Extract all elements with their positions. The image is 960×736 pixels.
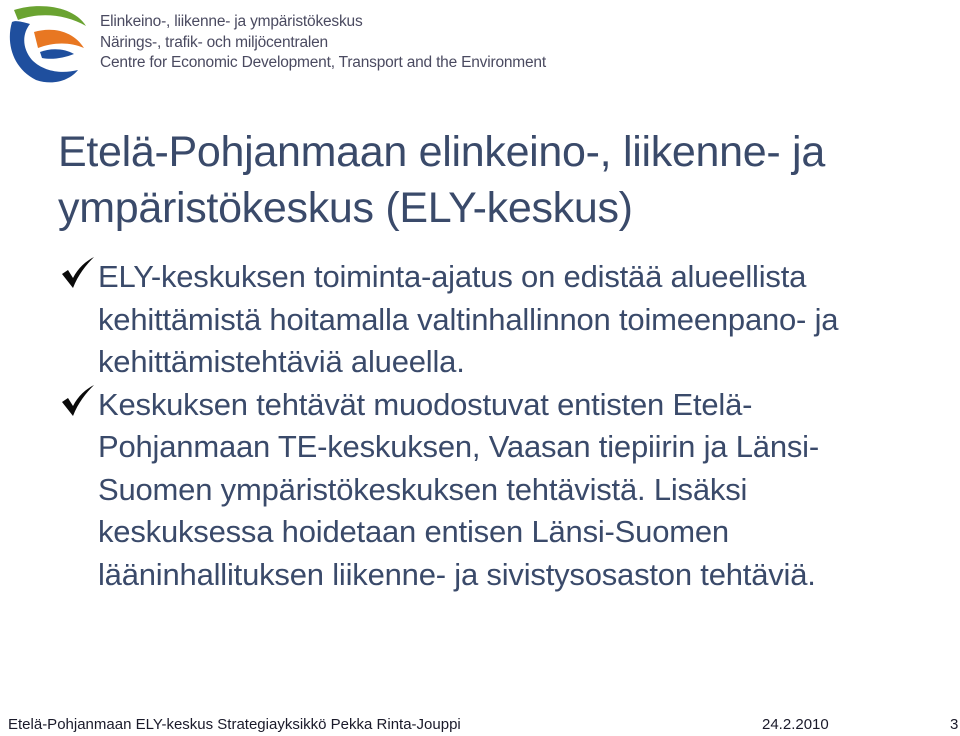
footer-text: Etelä-Pohjanmaan ELY-keskus Strategiayksikkö Pekka Rinta-Jouppi [8,716,461,733]
page-number: 3 [950,716,959,733]
bullet-text: Keskuksen tehtävät muodostuvat entisten Etelä-Pohjanmaan TE-keskuksen, Vaasan tiepiirin ja Länsi-Suomen ympäristökeskuksen tehtävistä. Lisäksi keskuksessa hoidetaan entisen Länsi-Suomen lääninhallituksen liikenne- ja sivistysosaston tehtäviä. [98,386,819,592]
checkmark-icon [58,256,96,290]
ely-logo [4,2,88,84]
org-name-en: Centre for Economic Development, Transport and the Environment [100,54,546,71]
org-name-fi: Elinkeino-, liikenne- ja ympäristökeskus [100,13,363,30]
bullet-item [60,256,920,384]
slide-title: Etelä-Pohjanmaan elinkeino-, liikenne- ja ympäristökeskus (ELY-keskus) [58,128,825,232]
bullet-list [60,256,920,596]
footer-date: 24.2.2010 [762,716,829,733]
bullet-text: ELY-keskuksen toiminta-ajatus on edistää alueellista kehittämistä hoitamalla valtinhallinnon toimeenpano- ja kehittämistehtäviä alueella. [98,259,839,379]
logo-orange-shape [34,30,84,48]
org-names [100,12,546,74]
logo-blue-inner [40,49,74,59]
checkmark-icon [58,384,96,418]
org-name-sv: Närings-, trafik- och miljöcentralen [100,33,328,51]
bullet-item [60,384,920,597]
